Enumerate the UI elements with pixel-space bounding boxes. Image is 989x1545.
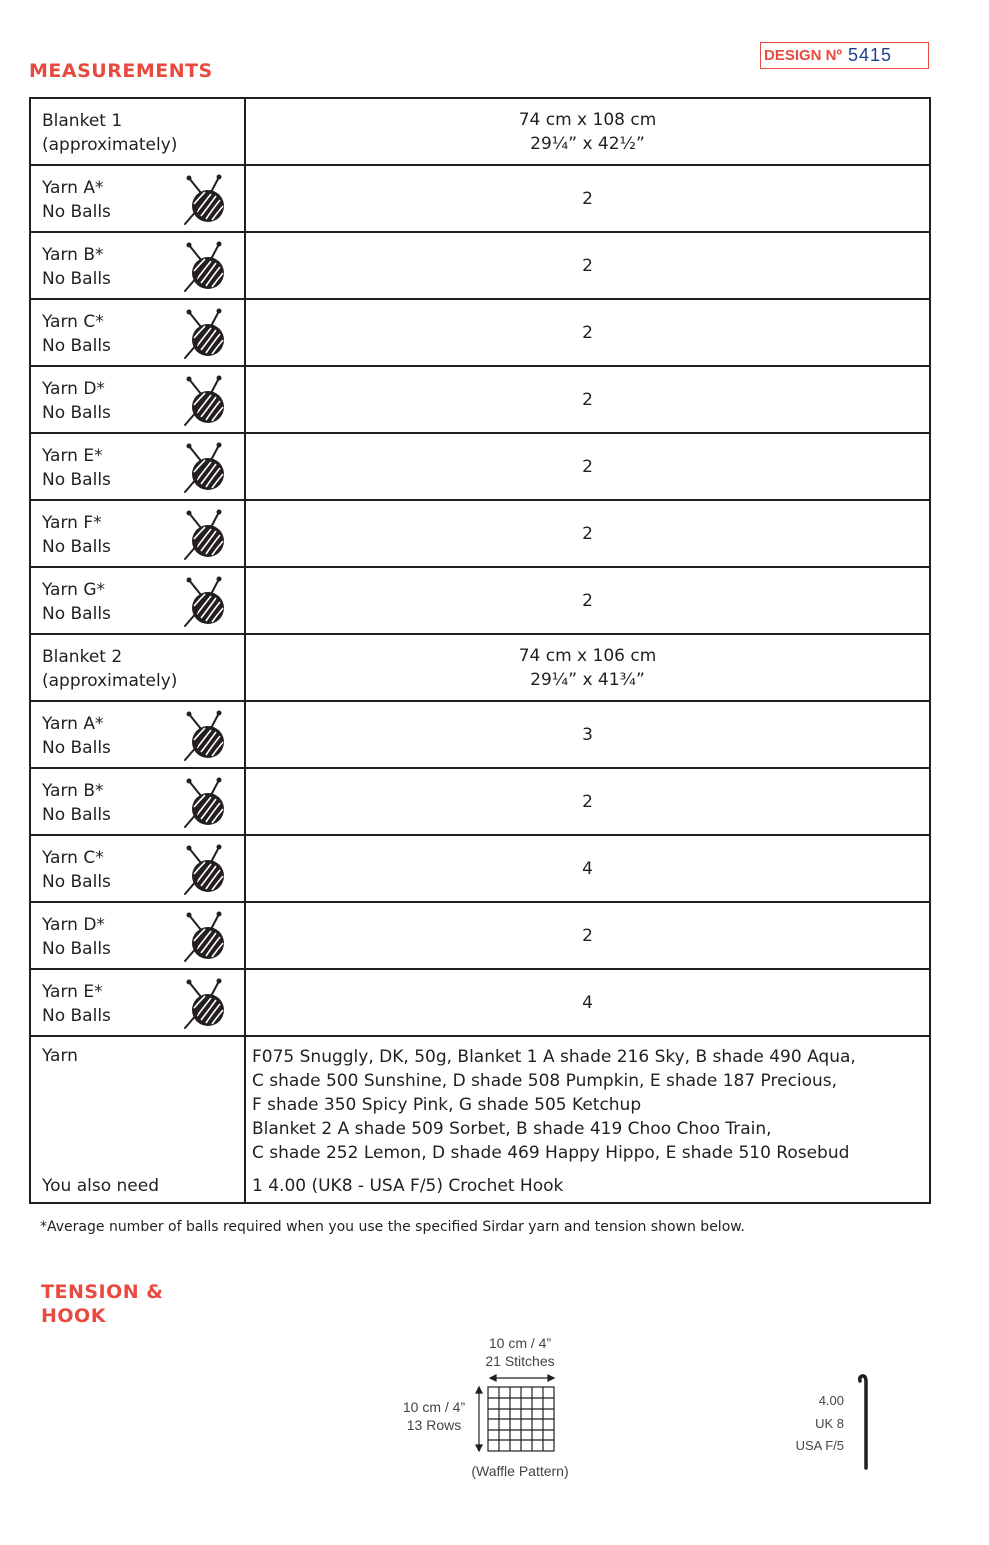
row-label: Yarn E* No Balls (42, 982, 111, 1026)
row-label: Yarn B* No Balls (42, 781, 111, 825)
yarn-ball-icon (181, 710, 229, 762)
row-label-cell (30, 701, 245, 768)
yarn-ball-icon (181, 174, 229, 226)
row-label: Yarn D* No Balls (42, 379, 111, 423)
yarn-label: Yarn (42, 1046, 78, 1066)
row-label-cell (30, 165, 245, 232)
row-value: 2 (245, 902, 930, 969)
row-label-cell (30, 835, 245, 902)
yarn-ball-icon (181, 576, 229, 628)
arrow-head-bottom (476, 1445, 482, 1451)
tension-grid-diagram (470, 1370, 565, 1460)
row-label-cell (30, 768, 245, 835)
row-label-cell (30, 634, 245, 701)
width-measure: 10 cm / 4” (488, 1335, 552, 1351)
row-value: 2 (245, 500, 930, 567)
yarn-line: C shade 500 Sunshine, D shade 508 Pumpkin, E shade 187 Precious, (252, 1071, 838, 1091)
measurement-row (30, 902, 930, 969)
row-value: 74 cm x 108 cm 29¼” x 42½” (245, 98, 930, 165)
row-label: Blanket 1 (approximately) (42, 111, 178, 155)
height-measure: 10 cm / 4” (402, 1399, 466, 1415)
yarn-line: F075 Snuggly, DK, 50g, Blanket 1 A shade 216 Sky, B shade 490 Aqua, (252, 1047, 856, 1067)
tension-hook-heading: TENSION & HOOK (41, 1281, 164, 1327)
yarn-line: Blanket 2 A shade 509 Sorbet, B shade 419 Choo Choo Train, (252, 1119, 772, 1139)
row-label: Yarn D* No Balls (42, 915, 111, 959)
row-label: Yarn F* No Balls (42, 513, 111, 557)
row-label: Yarn A* No Balls (42, 714, 111, 758)
yarn-ball-icon (181, 375, 229, 427)
row-value: 2 (245, 567, 930, 634)
crochet-hook-icon (855, 1372, 875, 1472)
row-value: 2 (245, 768, 930, 835)
row-value: 74 cm x 106 cm 29¼” x 41¾” (245, 634, 930, 701)
row-label-cell (30, 500, 245, 567)
row-value: 4 (245, 835, 930, 902)
measurement-row (30, 567, 930, 634)
also-need-label: You also need (42, 1176, 159, 1196)
row-value: 2 (245, 165, 930, 232)
row-value: 3 (245, 701, 930, 768)
arrow-head-right (548, 1375, 554, 1381)
row-label-cell (30, 567, 245, 634)
row-value: 2 (245, 232, 930, 299)
also-need-value: 1 4.00 (UK8 - USA F/5) Crochet Hook (252, 1176, 564, 1196)
row-value: 2 (245, 366, 930, 433)
row-value: 4 (245, 969, 930, 1036)
yarn-ball-icon (181, 509, 229, 561)
measurement-row (30, 165, 930, 232)
measurement-row (30, 701, 930, 768)
row-value: 2 (245, 299, 930, 366)
design-number: 5415 (848, 45, 893, 65)
row-label-cell (30, 232, 245, 299)
row-label-cell (30, 969, 245, 1036)
tension-width-label (470, 1334, 570, 1370)
yarn-description (246, 1037, 929, 1165)
arrow-head-top (476, 1387, 482, 1393)
measurement-row (30, 232, 930, 299)
row-label: Blanket 2 (approximately) (42, 647, 178, 691)
measurement-row (30, 835, 930, 902)
row-label-cell (30, 433, 245, 500)
hook-usa: USA F/5 (795, 1438, 844, 1453)
row-label-cell (30, 299, 245, 366)
measurement-row (30, 299, 930, 366)
row-label-cell (30, 98, 245, 165)
row-label-cell (30, 902, 245, 969)
design-label: DESIGN Nº (764, 47, 842, 64)
yarn-ball-icon (181, 442, 229, 494)
measurement-row (30, 969, 930, 1036)
row-label: Yarn G* No Balls (42, 580, 111, 624)
row-value: 2 (245, 433, 930, 500)
row-label: Yarn C* No Balls (42, 312, 111, 356)
stitch-count: 21 Stitches (485, 1353, 555, 1369)
yarn-ball-icon (181, 241, 229, 293)
row-label: Yarn A* No Balls (42, 178, 111, 222)
row-count: 13 Rows (406, 1417, 462, 1433)
hook-uk: UK 8 (815, 1416, 844, 1431)
measurement-row (30, 433, 930, 500)
footnote: *Average number of balls required when you use the specified Sirdar yarn and tension shown below. (40, 1219, 745, 1235)
measurements-heading: MEASUREMENTS (29, 60, 213, 82)
row-label: Yarn C* No Balls (42, 848, 111, 892)
row-label: Yarn E* No Balls (42, 446, 111, 490)
row-label: Yarn B* No Balls (42, 245, 111, 289)
yarn-line: C shade 252 Lemon, D shade 469 Happy Hippo, E shade 510 Rosebud (252, 1143, 850, 1163)
row-label-cell (30, 366, 245, 433)
yarn-ball-icon (181, 308, 229, 360)
yarn-ball-icon (181, 978, 229, 1030)
measurements-table (29, 97, 931, 1204)
hook-metric: 4.00 (818, 1393, 844, 1408)
yarn-line: F shade 350 Spicy Pink, G shade 505 Ketchup (252, 1095, 642, 1115)
arrow-head-left (490, 1375, 496, 1381)
design-number-box (760, 42, 929, 69)
measurement-row (30, 634, 930, 701)
yarn-label-cell (30, 1036, 245, 1203)
measurement-row (30, 98, 930, 165)
yarn-ball-icon (181, 911, 229, 963)
tension-height-label (390, 1398, 478, 1434)
yarn-value-cell (245, 1036, 930, 1203)
yarn-row (30, 1036, 930, 1203)
yarn-ball-icon (181, 777, 229, 829)
measurement-row (30, 366, 930, 433)
measurement-row (30, 500, 930, 567)
pattern-label: (Waffle Pattern) (471, 1463, 569, 1479)
yarn-ball-icon (181, 844, 229, 896)
measurement-row (30, 768, 930, 835)
